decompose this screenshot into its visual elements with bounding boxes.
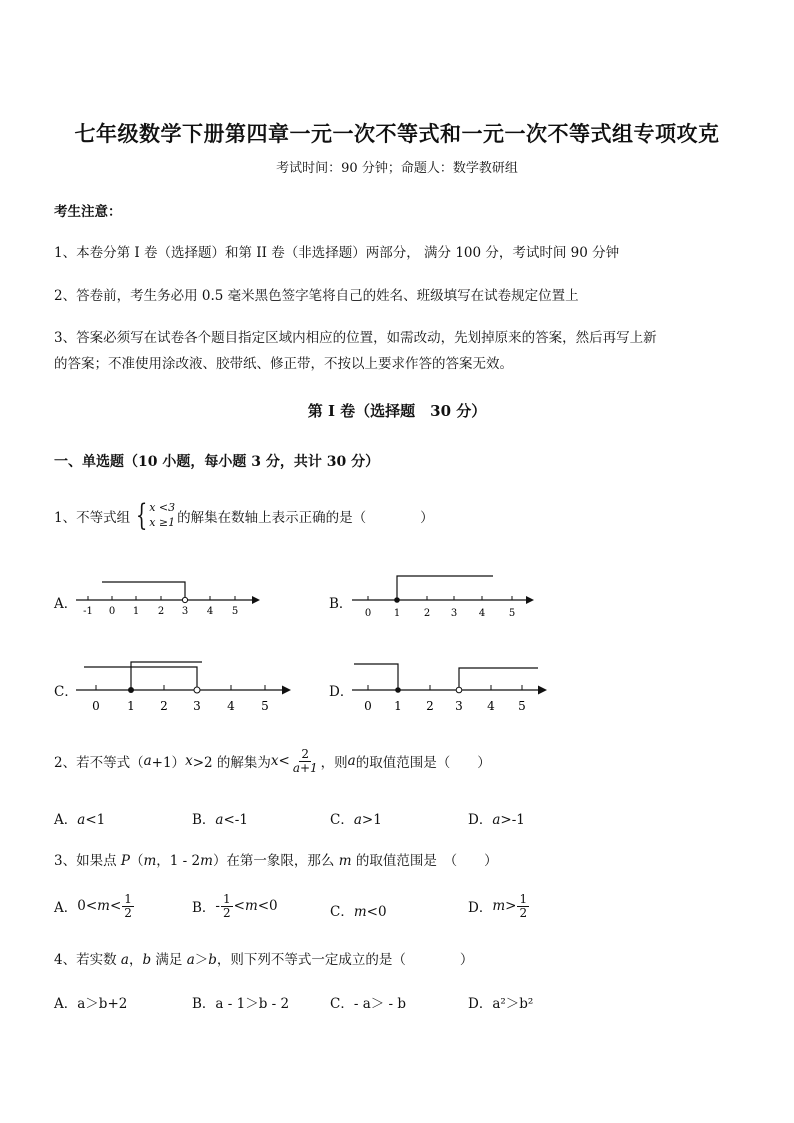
brace-symbol: { <box>135 498 148 533</box>
q1-option-a-label: A． <box>54 596 78 612</box>
q4-option-a: A．a＞b+2 <box>54 996 128 1012</box>
tick-label: 5 <box>261 699 269 713</box>
tick-label: 1 <box>394 699 402 713</box>
open-dot <box>456 687 462 693</box>
number-line-b <box>350 568 540 624</box>
var-a: a <box>143 753 152 770</box>
question-3: 3、如果点 P（m，1 - 2m）在第一象限，那么 m 的取值范围是 （ ） <box>54 853 498 869</box>
q2-option-a: A．a<1 <box>54 812 106 828</box>
q4-option-d: D．a²＞b² <box>468 996 534 1012</box>
tick-label: 4 <box>227 699 235 713</box>
solution-ray <box>354 664 398 690</box>
system-row-1: x <3 <box>149 501 176 515</box>
tick-label: 3 <box>181 606 189 617</box>
tick-label: 5 <box>231 606 239 617</box>
number-line-a <box>74 572 264 624</box>
notice-item-2: 2、答卷前，考生务必用 0.5 毫米黑色签字笔将自己的姓名、班级填写在试卷规定位置上 <box>54 288 579 304</box>
q1-option-b-label: B． <box>329 596 353 612</box>
tick-label: 1 <box>393 608 401 619</box>
q2-option-c: C．a>1 <box>330 812 382 828</box>
fraction <box>291 748 320 774</box>
q2-option-d: D．a>-1 <box>468 812 525 828</box>
exam-info: 考试时间：90 分钟；命题人：数学教研组 <box>276 161 518 176</box>
tick-label: 4 <box>487 699 495 713</box>
q2-text: 的取值范围是（ ） <box>355 755 491 772</box>
q2-text: +1） <box>151 755 186 772</box>
closed-dot <box>395 687 401 693</box>
page-title: 七年级数学下册第四章一元一次不等式和一元一次不等式组专项攻克 <box>74 121 720 146</box>
tick-label: -1 <box>83 606 93 617</box>
numerator: 2 <box>301 747 310 761</box>
tick-label: 3 <box>450 608 458 619</box>
tick-label: 4 <box>478 608 486 619</box>
q1-suffix: 的解集在数轴上表示正确的是（ ） <box>177 510 434 526</box>
system-row-2: x ≥1 <box>149 516 176 529</box>
tick-label: 3 <box>455 699 463 713</box>
arrow-right-icon <box>282 686 291 695</box>
tick-label: 2 <box>157 606 165 617</box>
question-2 <box>54 748 491 774</box>
q2-text: 2、若不等式（ <box>54 755 144 772</box>
fraction: $\frac{1}{2}$ <box>124 892 132 920</box>
part-title: 一、单选题（10 小题，每小题 3 分，共计 30 分） <box>54 454 380 470</box>
arrow-right-icon <box>538 686 547 695</box>
tick-label: 2 <box>423 608 431 619</box>
fraction: $\frac{1}{2}$ <box>222 892 231 920</box>
tick-label: 0 <box>92 699 100 713</box>
arrow-right-icon <box>252 596 260 604</box>
q3-option-a: A． 0< m < $\frac{1}{2}$ <box>54 892 132 920</box>
closed-dot <box>394 597 400 603</box>
solution-ray <box>102 582 185 600</box>
solution-ray <box>131 662 202 690</box>
less-than-sign: < <box>278 753 290 770</box>
notice-item-1: 1、本卷分第 I 卷（选择题）和第 II 卷（非选择题）两部分， 满分 100 分，考试时间 90 分钟 <box>54 245 620 261</box>
q1-option-c-label: C． <box>54 684 78 700</box>
var-a: a <box>347 753 356 770</box>
tick-label: 5 <box>508 608 516 619</box>
tick-label: 2 <box>160 699 168 713</box>
question-1 <box>54 498 434 533</box>
q1-option-d-label: D． <box>329 684 354 700</box>
tick-label: 5 <box>518 699 526 713</box>
notice-heading: 考生注意： <box>54 204 122 220</box>
section-title: 第 I 卷（选择题 30 分） <box>307 402 487 420</box>
tick-label: 3 <box>193 699 201 713</box>
tick-label: 0 <box>108 606 116 617</box>
question-4: 4、若实数 a，b 满足 a＞b，则下列不等式一定成立的是（ ） <box>54 952 474 968</box>
denominator: a+1 <box>292 760 318 775</box>
var-x: x <box>270 753 279 770</box>
open-dot <box>182 597 187 602</box>
solution-ray <box>397 576 493 600</box>
q3-option-c: C．m<0 <box>330 904 387 920</box>
tick-label: 4 <box>206 606 214 617</box>
solution-ray <box>459 668 538 690</box>
tick-label: 0 <box>364 699 372 713</box>
tick-label: 2 <box>426 699 434 713</box>
q3-option-d: D． m > $\frac{1}{2}$ <box>468 892 528 920</box>
tick-label: 1 <box>132 606 140 617</box>
inequality-system <box>132 498 176 533</box>
open-dot <box>194 687 200 693</box>
q1-prefix: 1、不等式组 <box>54 510 131 526</box>
fraction: $\frac{1}{2}$ <box>519 892 528 920</box>
solution-ray <box>84 667 197 690</box>
closed-dot <box>128 687 134 693</box>
q2-option-b: B．a<-1 <box>192 812 248 828</box>
var-x: x <box>185 753 193 770</box>
number-line-c <box>74 654 296 714</box>
q4-option-c: C．- a＞ - b <box>330 996 407 1012</box>
notice-item-3-cont: 的答案；不准使用涂改液、胶带纸、修正带，不按以上要求作答的答案无效。 <box>54 356 513 372</box>
arrow-right-icon <box>526 596 534 604</box>
number-line-d <box>350 656 554 714</box>
notice-item-3: 3、答案必须写在试卷各个题目指定区域内相应的位置，如需改动，先划掉原来的答案，然后再写上新 <box>54 330 657 346</box>
q2-text: >2 的解集为 <box>192 755 271 772</box>
tick-label: 1 <box>127 699 135 713</box>
q3-option-b: B． - $\frac{1}{2}$ < m <0 <box>192 892 278 920</box>
q4-option-b: B．a - 1＞b - 2 <box>192 996 290 1012</box>
q2-text: ，则 <box>320 755 348 772</box>
tick-label: 0 <box>364 608 372 619</box>
